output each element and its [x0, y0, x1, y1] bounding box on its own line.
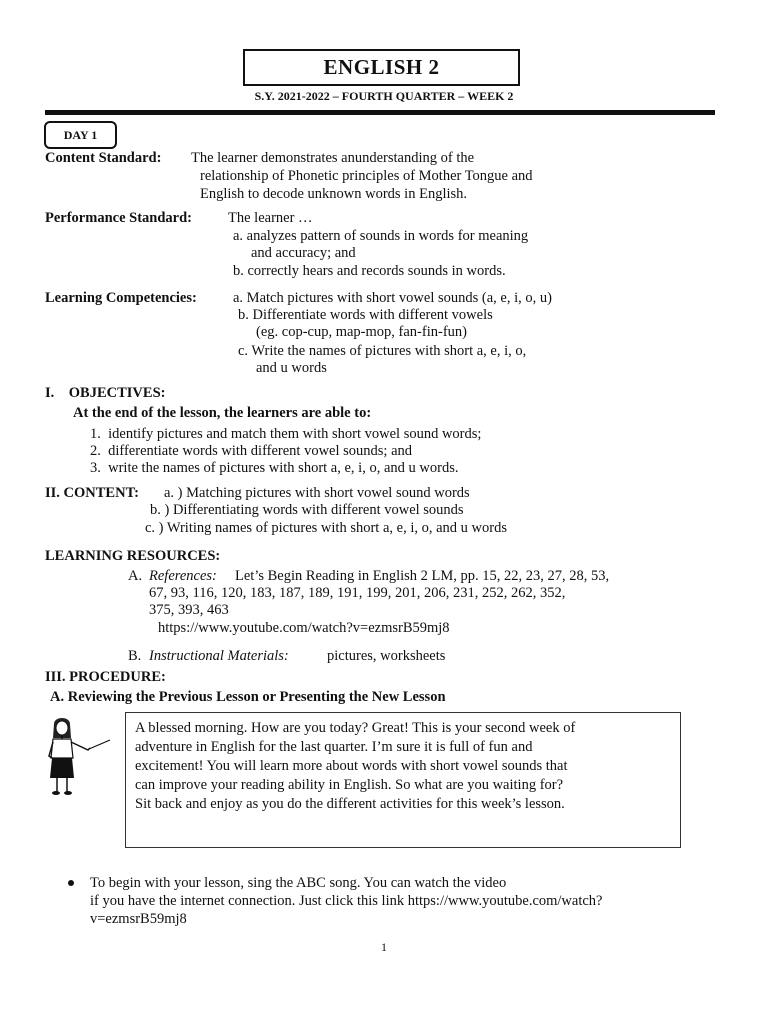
- content-label: II. CONTENT:: [45, 485, 139, 501]
- content-standard-label: Content Standard:: [45, 150, 162, 166]
- performance-standard-intro: The learner …: [228, 210, 313, 226]
- procedure-heading: III. PROCEDURE:: [45, 669, 166, 685]
- objective-item: 1. identify pictures and match them with short vowel sound words;: [90, 426, 482, 442]
- resource-a-link[interactable]: https://www.youtube.com/watch?v=ezmsrB59mj8: [158, 620, 450, 636]
- competency-line: (eg. cop-cup, map-mop, fan-fin-fun): [256, 324, 467, 340]
- objective-item: 3. write the names of pictures with short a, e, i, o, and u words.: [90, 460, 459, 476]
- content-standard-line: relationship of Phonetic principles of Mother Tongue and: [200, 168, 533, 184]
- bullet-line: To begin with your lesson, sing the ABC song. You can watch the video: [90, 875, 507, 891]
- speech-line: excitement! You will learn more about words with short vowel sounds that: [135, 758, 568, 774]
- content-standard-line: English to decode unknown words in English.: [200, 186, 468, 202]
- speech-text: [135, 719, 575, 814]
- resource-a-line: Let’s Begin Reading in English 2 LM, pp. 15, 22, 23, 27, 28, 53,: [235, 568, 610, 584]
- speech-line: A blessed morning. How are you today? Great! This is your second week of: [135, 720, 576, 736]
- objective-item: 2. differentiate words with different vowel sounds; and: [90, 443, 413, 459]
- competency-line: a. Match pictures with short vowel sounds (a, e, i, o, u): [233, 290, 552, 306]
- performance-standard-line: and accuracy; and: [251, 245, 356, 261]
- competency-line: and u words: [256, 360, 327, 376]
- performance-standard-line: b. correctly hears and records sounds in words.: [233, 263, 506, 279]
- content-standard-line: The learner demonstrates anunderstanding of the: [191, 150, 475, 166]
- content-line: b. ) Differentiating words with different vowel sounds: [150, 502, 464, 518]
- content-line: a. ) Matching pictures with short vowel sound words: [164, 485, 470, 501]
- page-number: 1: [381, 940, 387, 954]
- document-subtitle: S.Y. 2021-2022 – FOURTH QUARTER – WEEK 2: [254, 89, 514, 103]
- header-divider: [45, 110, 715, 115]
- document-title: ENGLISH 2: [243, 49, 520, 86]
- resource-a-line: 67, 93, 116, 120, 183, 187, 189, 191, 199, 201, 206, 231, 252, 262, 352,: [149, 585, 566, 601]
- resources-heading: LEARNING RESOURCES:: [45, 548, 221, 564]
- speech-line: Sit back and enjoy as you do the different activities for this week’s lesson.: [135, 796, 565, 812]
- competency-line: c. Write the names of pictures with short a, e, i, o,: [238, 343, 527, 359]
- resource-b-marker: B.: [128, 648, 142, 664]
- performance-standard-line: a. analyzes pattern of sounds in words for meaning: [233, 228, 529, 244]
- procedure-subheading: A. Reviewing the Previous Lesson or Presenting the New Lesson: [50, 689, 446, 705]
- resource-a-marker: A.: [128, 568, 143, 584]
- bullet-icon: [68, 880, 74, 886]
- speech-line: adventure in English for the last quarter. I’m sure it is full of fun and: [135, 739, 533, 755]
- competency-line: b. Differentiate words with different vowels: [238, 307, 493, 323]
- learning-competencies-label: Learning Competencies:: [45, 290, 197, 306]
- resource-a-label: References:: [149, 568, 217, 584]
- resource-b-label: Instructional Materials:: [149, 648, 289, 664]
- resource-b-value: pictures, worksheets: [327, 648, 446, 664]
- resource-a-line: 375, 393, 463: [149, 602, 229, 618]
- content-line: c. ) Writing names of pictures with short a, e, i, o, and u words: [145, 520, 507, 536]
- objectives-heading: I. OBJECTIVES:: [45, 385, 166, 401]
- day-badge: DAY 1: [44, 121, 117, 149]
- bullet-line: v=ezmsrB59mj8: [90, 911, 187, 927]
- objectives-intro: At the end of the lesson, the learners are able to:: [73, 405, 372, 421]
- teacher-illustration: [40, 716, 135, 804]
- performance-standard-label: Performance Standard:: [45, 210, 192, 226]
- speech-line: can improve your reading ability in English. So what are you waiting for?: [135, 777, 564, 793]
- bullet-line: if you have the internet connection. Just click this link https://www.youtube.com/watch?: [90, 893, 603, 909]
